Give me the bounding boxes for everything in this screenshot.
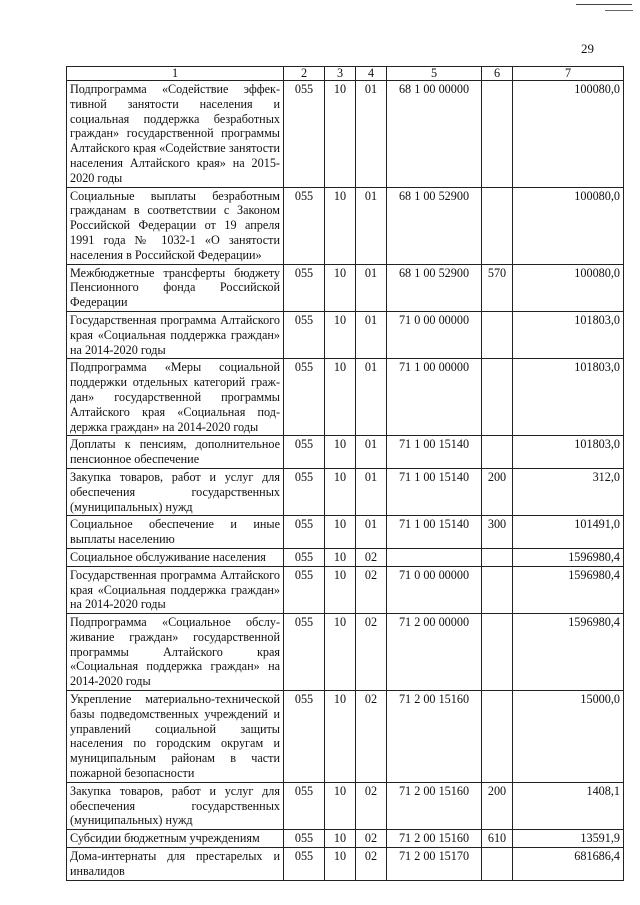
- row-target-article: 68 1 00 52900: [387, 187, 482, 264]
- table-row: [67, 311, 624, 358]
- row-amount: 1596980,4: [513, 614, 624, 691]
- row-expense-type: [482, 548, 513, 566]
- row-ministry-code: 055: [284, 566, 325, 613]
- row-amount: 1596980,4: [513, 566, 624, 613]
- row-section-code: 10: [325, 830, 356, 848]
- table-row: [67, 548, 624, 566]
- row-section-code: 10: [325, 187, 356, 264]
- row-ministry-code: 055: [284, 848, 325, 881]
- row-target-article: 68 1 00 52900: [387, 264, 482, 311]
- row-subsection-code: 01: [356, 311, 387, 358]
- row-amount: 100080,0: [513, 264, 624, 311]
- row-section-code: 10: [325, 436, 356, 469]
- row-amount: 101803,0: [513, 436, 624, 469]
- row-name: Укрепление материально-технической базы подведомственных учреждений и управлений социальной защиты населения по городским округам и муниципальным районам в части пожарной безопасности: [67, 691, 284, 783]
- row-section-code: 10: [325, 81, 356, 188]
- row-amount: 1408,1: [513, 782, 624, 829]
- header-col-6: 6: [482, 67, 513, 81]
- row-target-article: 71 0 00 00000: [387, 566, 482, 613]
- table-row: [67, 436, 624, 469]
- row-target-article: [387, 548, 482, 566]
- row-name: Социальное обслуживание населения: [67, 548, 284, 566]
- row-amount: 681686,4: [513, 848, 624, 881]
- table-row: [67, 264, 624, 311]
- row-target-article: 71 1 00 15140: [387, 436, 482, 469]
- scan-edge-mark: [576, 4, 632, 5]
- row-amount: 101491,0: [513, 516, 624, 549]
- row-amount: 312,0: [513, 468, 624, 515]
- row-target-article: 71 1 00 15140: [387, 468, 482, 515]
- row-ministry-code: 055: [284, 311, 325, 358]
- row-name: Дома-интернаты для престарелых и инвалидов: [67, 848, 284, 881]
- row-section-code: 10: [325, 516, 356, 549]
- row-target-article: 71 2 00 00000: [387, 614, 482, 691]
- row-name: Межбюджетные трансферты бюджету Пенсионного фонда Российской Федерации: [67, 264, 284, 311]
- row-section-code: 10: [325, 468, 356, 515]
- table-row: [67, 848, 624, 881]
- row-target-article: 71 1 00 15140: [387, 516, 482, 549]
- row-section-code: 10: [325, 264, 356, 311]
- page-number: 29: [581, 41, 594, 56]
- row-expense-type: [482, 691, 513, 783]
- row-ministry-code: 055: [284, 614, 325, 691]
- row-target-article: 71 2 00 15160: [387, 830, 482, 848]
- row-expense-type: [482, 848, 513, 881]
- row-section-code: 10: [325, 848, 356, 881]
- row-expense-type: 570: [482, 264, 513, 311]
- row-subsection-code: 02: [356, 548, 387, 566]
- header-row: [67, 67, 624, 81]
- row-ministry-code: 055: [284, 468, 325, 515]
- header-col-2: 2: [284, 67, 325, 81]
- row-name: Государственная программа Алтайского края «Социальная поддержка граждан» на 2014-2020 годы: [67, 566, 284, 613]
- table-row: [67, 187, 624, 264]
- row-subsection-code: 02: [356, 830, 387, 848]
- row-subsection-code: 01: [356, 516, 387, 549]
- row-target-article: 71 2 00 15170: [387, 848, 482, 881]
- row-subsection-code: 01: [356, 436, 387, 469]
- row-subsection-code: 02: [356, 782, 387, 829]
- row-expense-type: [482, 311, 513, 358]
- row-name: Социальные выплаты безработным гражданам в соответствии с Законом Российской Федерации от 19 апреля 1991 года № 1032-1 «О занятости населения в Российской Федерации»: [67, 187, 284, 264]
- row-name: Субсидии бюджетным учреждениям: [67, 830, 284, 848]
- row-expense-type: [482, 566, 513, 613]
- row-section-code: 10: [325, 548, 356, 566]
- row-ministry-code: 055: [284, 830, 325, 848]
- table-row: [67, 359, 624, 436]
- row-target-article: 71 2 00 15160: [387, 691, 482, 783]
- row-section-code: 10: [325, 566, 356, 613]
- row-amount: 101803,0: [513, 359, 624, 436]
- row-expense-type: 200: [482, 782, 513, 829]
- row-subsection-code: 02: [356, 566, 387, 613]
- row-ministry-code: 055: [284, 782, 325, 829]
- row-amount: 13591,9: [513, 830, 624, 848]
- row-ministry-code: 055: [284, 691, 325, 783]
- row-amount: 15000,0: [513, 691, 624, 783]
- row-name: Закупка товаров, работ и услуг для обеспечения государственных (муниципальных) нужд: [67, 468, 284, 515]
- row-ministry-code: 055: [284, 187, 325, 264]
- row-name: Социальное обеспечение и иные выплаты населению: [67, 516, 284, 549]
- table-row: [67, 81, 624, 188]
- row-expense-type: 300: [482, 516, 513, 549]
- row-section-code: 10: [325, 691, 356, 783]
- table-row: [67, 691, 624, 783]
- row-subsection-code: 01: [356, 81, 387, 188]
- row-amount: 101803,0: [513, 311, 624, 358]
- row-subsection-code: 01: [356, 187, 387, 264]
- row-ministry-code: 055: [284, 359, 325, 436]
- table-row: [67, 830, 624, 848]
- row-target-article: 71 1 00 00000: [387, 359, 482, 436]
- row-name: Подпрограмма «Содействие эффективной занятости населения и социальная поддержка безработных граждан» государственной программы Алтайского края «Содействие занятости населения Алтайского края» на 2015-2020 годы: [67, 81, 284, 188]
- row-amount: 100080,0: [513, 81, 624, 188]
- table-body: [67, 81, 624, 881]
- row-ministry-code: 055: [284, 436, 325, 469]
- row-subsection-code: 01: [356, 359, 387, 436]
- row-expense-type: [482, 187, 513, 264]
- row-name: Государственная программа Алтайского края «Социальная поддержка граждан» на 2014-2020 годы: [67, 311, 284, 358]
- row-ministry-code: 055: [284, 516, 325, 549]
- row-target-article: 68 1 00 00000: [387, 81, 482, 188]
- row-section-code: 10: [325, 614, 356, 691]
- row-subsection-code: 02: [356, 691, 387, 783]
- row-name: Подпрограмма «Меры социальной поддержки отдельных категорий граждан» государственной программы Алтайского края «Социальная поддержка граждан» на 2014-2020 годы: [67, 359, 284, 436]
- row-subsection-code: 02: [356, 848, 387, 881]
- row-expense-type: [482, 614, 513, 691]
- header-col-5: 5: [387, 67, 482, 81]
- row-name: Закупка товаров, работ и услуг для обеспечения государственных (муниципальных) нужд: [67, 782, 284, 829]
- row-expense-type: 610: [482, 830, 513, 848]
- header-col-4: 4: [356, 67, 387, 81]
- row-amount: 1596980,4: [513, 548, 624, 566]
- table-row: [67, 516, 624, 549]
- row-name: Подпрограмма «Социальное обслуживание граждан» государственной программы Алтайского края «Социальная поддержка граждан» на 2014-2020 годы: [67, 614, 284, 691]
- row-ministry-code: 055: [284, 264, 325, 311]
- row-target-article: 71 2 00 15160: [387, 782, 482, 829]
- row-amount: 100080,0: [513, 187, 624, 264]
- header-col-3: 3: [325, 67, 356, 81]
- row-expense-type: [482, 81, 513, 188]
- row-subsection-code: 01: [356, 468, 387, 515]
- row-expense-type: 200: [482, 468, 513, 515]
- table-row: [67, 782, 624, 829]
- row-section-code: 10: [325, 782, 356, 829]
- row-ministry-code: 055: [284, 548, 325, 566]
- row-section-code: 10: [325, 359, 356, 436]
- budget-table: [66, 66, 624, 881]
- row-expense-type: [482, 359, 513, 436]
- table-row: [67, 614, 624, 691]
- row-target-article: 71 0 00 00000: [387, 311, 482, 358]
- scan-edge-mark-2: [605, 10, 633, 11]
- row-subsection-code: 02: [356, 614, 387, 691]
- row-subsection-code: 01: [356, 264, 387, 311]
- row-name: Доплаты к пенсиям, дополнительное пенсионное обеспечение: [67, 436, 284, 469]
- row-ministry-code: 055: [284, 81, 325, 188]
- header-col-7: 7: [513, 67, 624, 81]
- header-col-1: 1: [67, 67, 284, 81]
- row-section-code: 10: [325, 311, 356, 358]
- table-row: [67, 566, 624, 613]
- row-expense-type: [482, 436, 513, 469]
- table-row: [67, 468, 624, 515]
